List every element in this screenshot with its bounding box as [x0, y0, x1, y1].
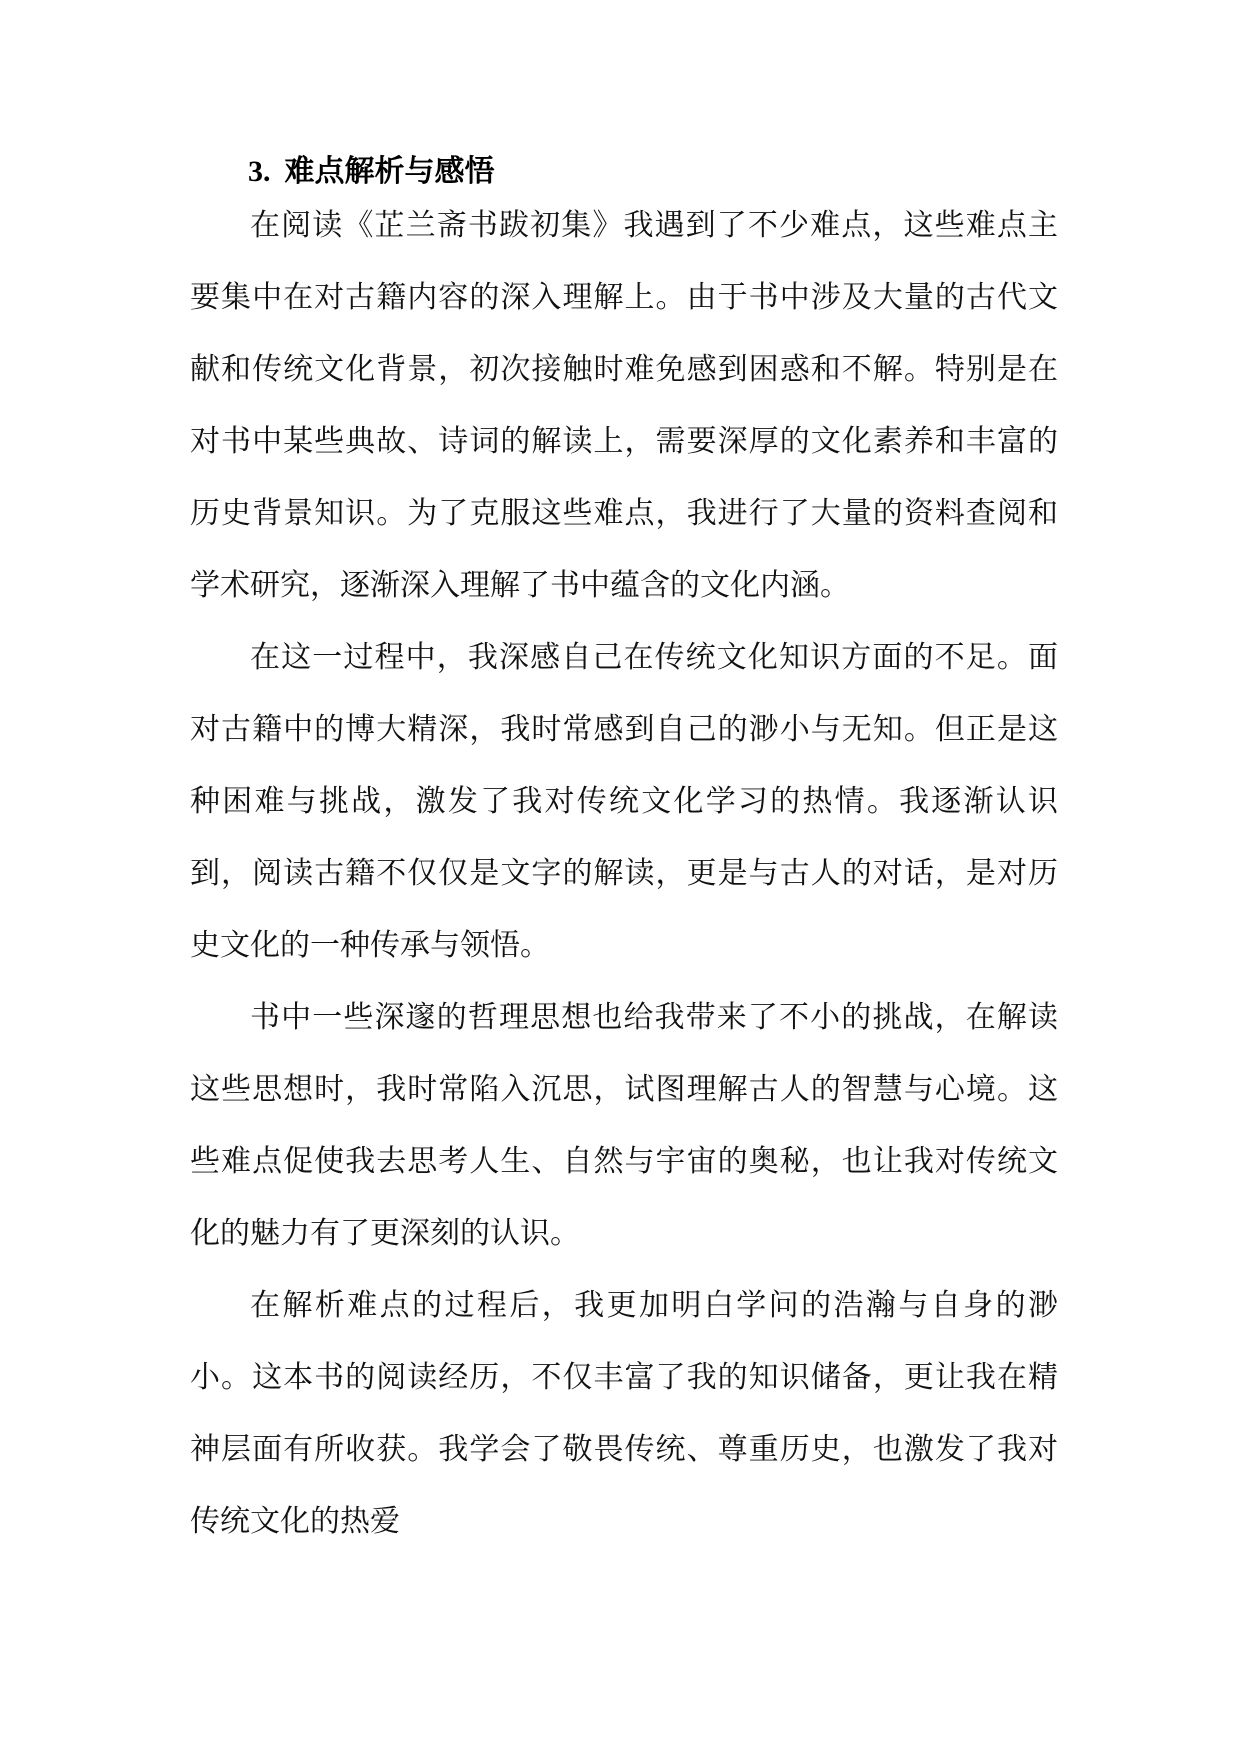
paragraph: 在这一过程中，我深感自己在传统文化知识方面的不足。面对古籍中的博大精深，我时常感到自己的渺小与无知。但正是这种困难与挑战，激发了我对传统文化学习的热情。我逐渐认识到，阅读古籍不仅仅是文字的解读，更是与古人的对话，是对历史文化的一种传承与领悟。 — [190, 640, 1058, 963]
section-number: 3. — [248, 155, 271, 188]
section-heading — [248, 152, 495, 192]
paragraph: 在解析难点的过程后，我更加明白学问的浩瀚与自身的渺小。这本书的阅读经历，不仅丰富了我的知识储备，更让我在精神层面有所收获。我学会了敬畏传统、尊重历史，也激发了我对传统文化的热爱 — [190, 1288, 1058, 1539]
paragraph: 在阅读《芷兰斋书跋初集》我遇到了不少难点，这些难点主要集中在对古籍内容的深入理解上。由于书中涉及大量的古代文献和传统文化背景，初次接触时难免感到困惑和不解。特别是在对书中某些典故、诗词的解读上，需要深厚的文化素养和丰富的历史背景知识。为了克服这些难点，我进行了大量的资料查阅和学术研究，逐渐深入理解了书中蕴含的文化内涵。 — [190, 208, 1058, 603]
paragraph: 书中一些深邃的哲理思想也给我带来了不小的挑战，在解读这些思想时，我时常陷入沉思，试图理解古人的智慧与心境。这些难点促使我去思考人生、自然与宇宙的奥秘，也让我对传统文化的魅力有了更深刻的认识。 — [190, 1000, 1058, 1251]
body-text — [190, 190, 1058, 1558]
section-title: 难点解析与感悟 — [284, 154, 495, 189]
